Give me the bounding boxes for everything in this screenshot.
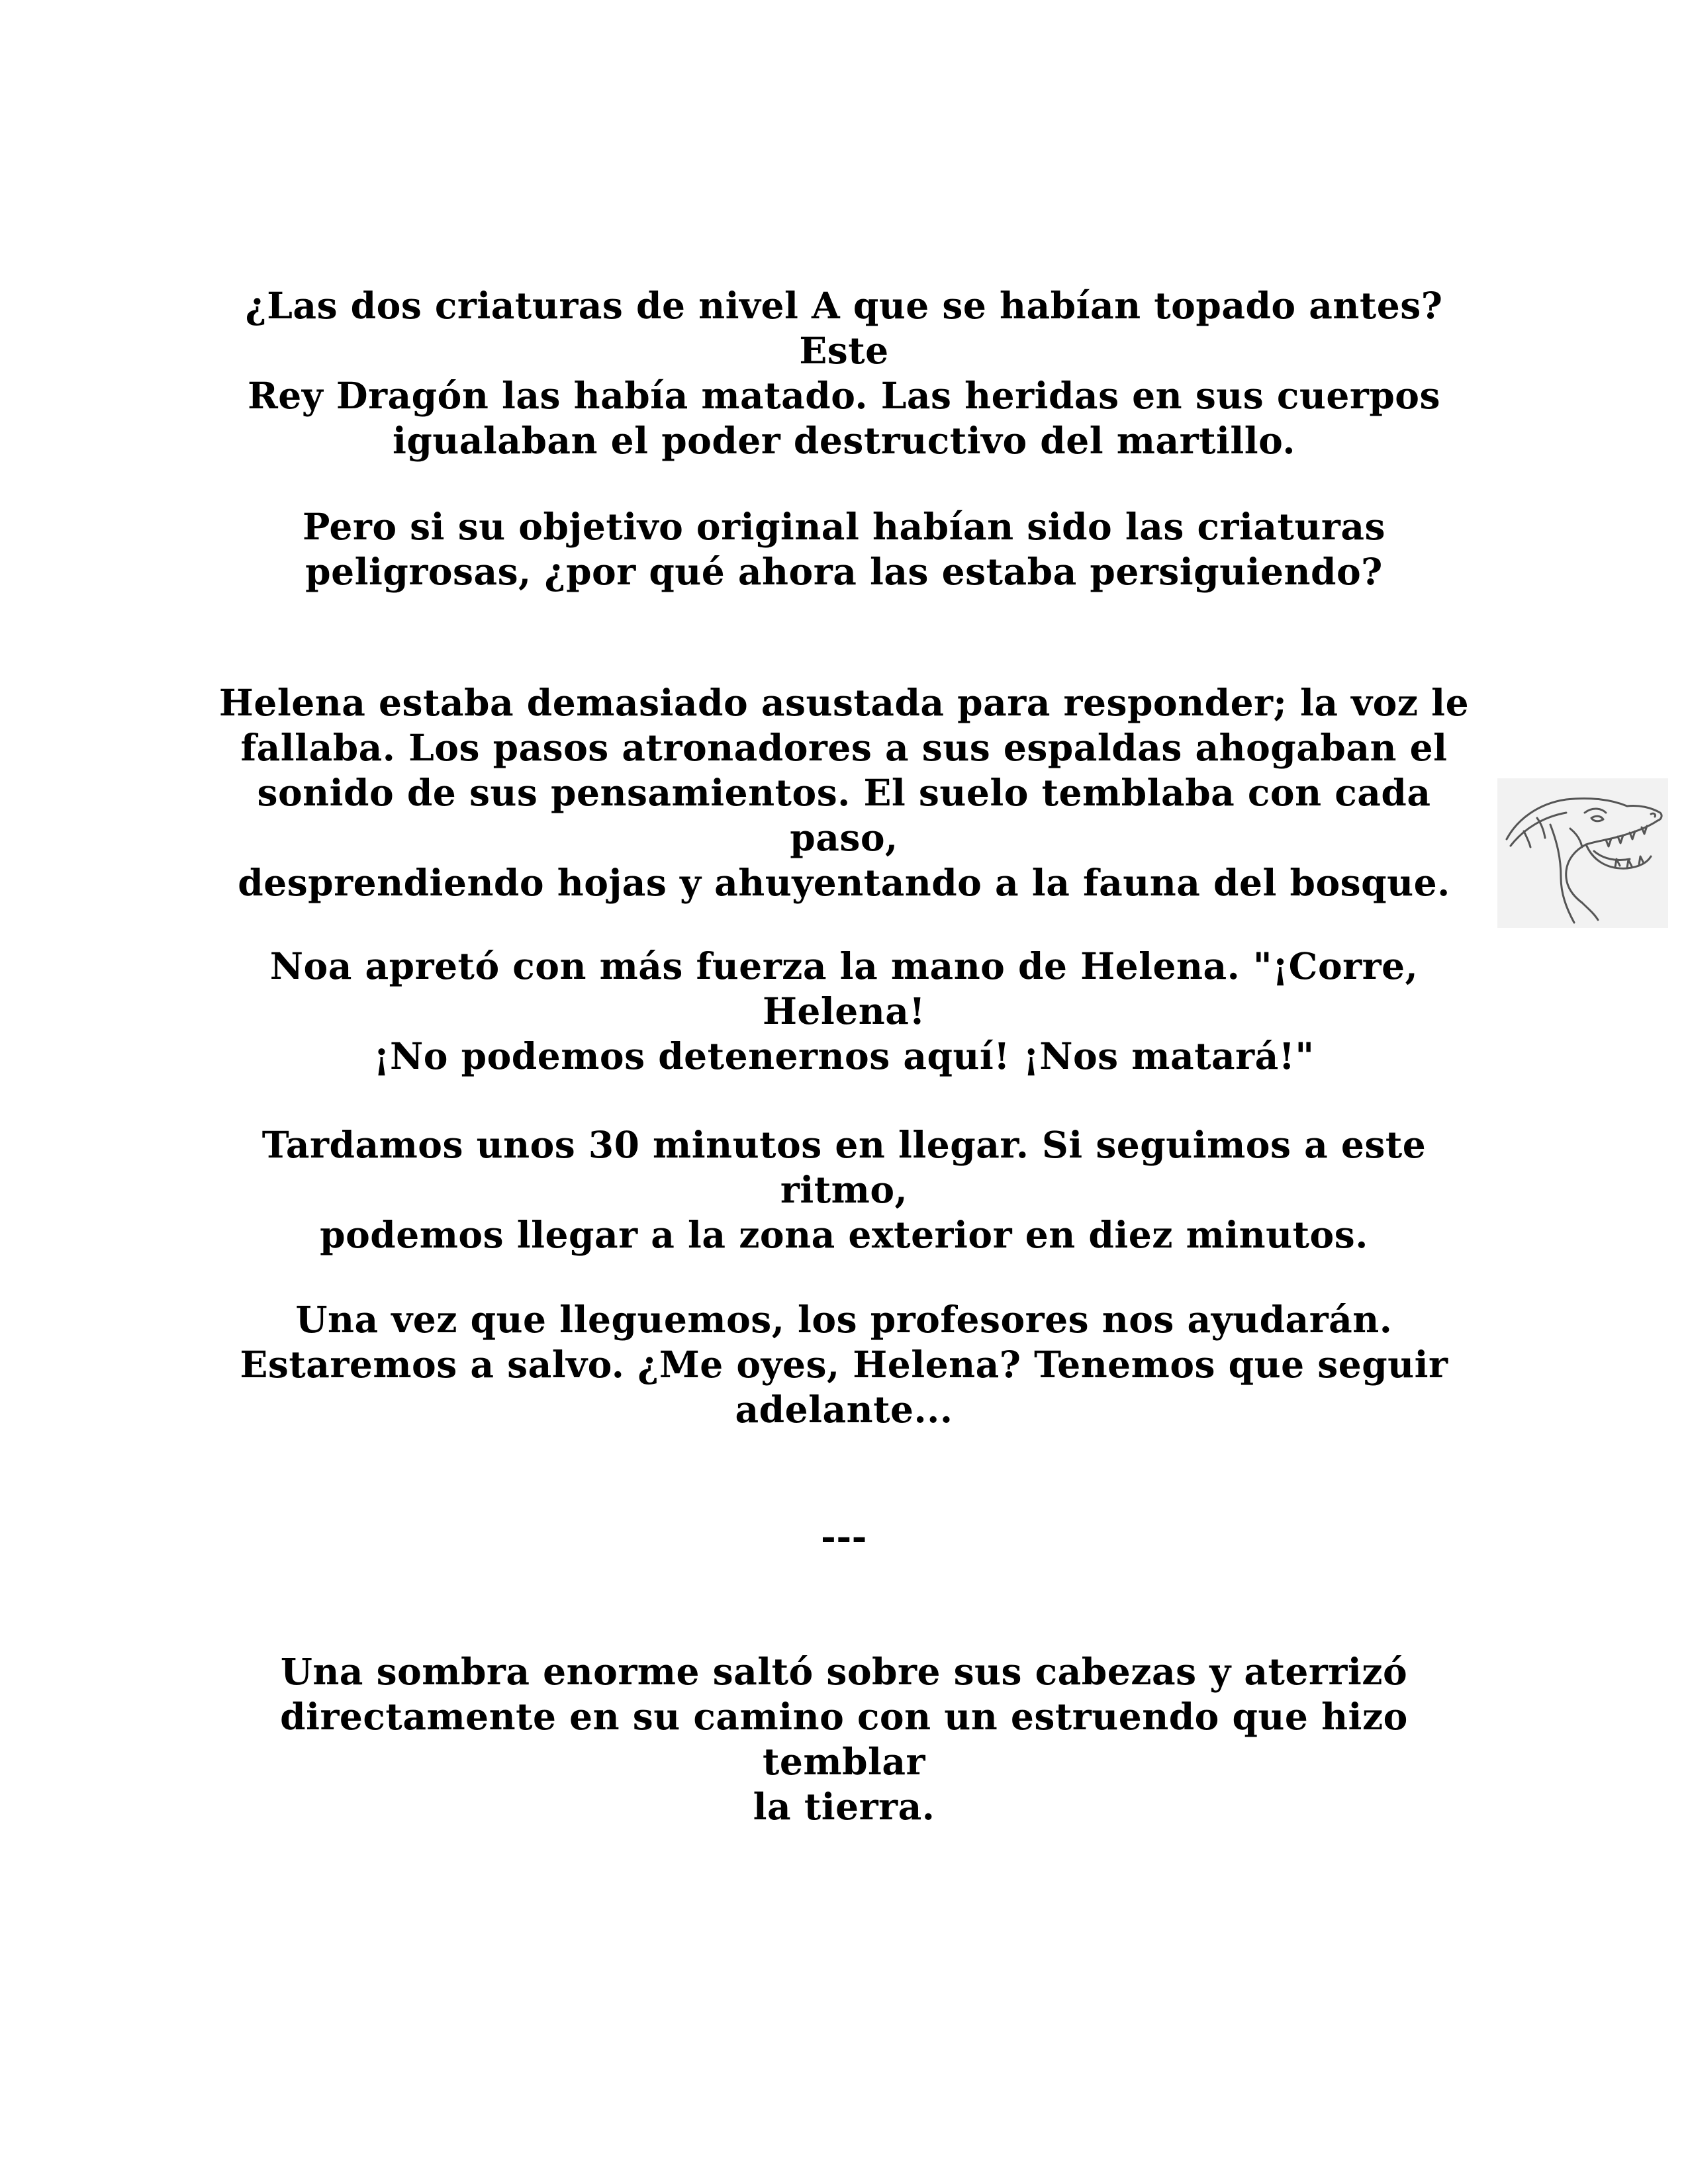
paragraph-4: Noa apretó con más fuerza la mano de Helena. "¡Corre, Helena! ¡No podemos detenernos aquí! ¡Nos matará!" xyxy=(269,944,1419,1077)
paragraph-6: Una vez que lleguemos, los profesores nos ayudarán. Estaremos a salvo. ¿Me oyes, Helena? Tenemos que seguir adelante... xyxy=(240,1298,1448,1431)
paragraph-7: Una sombra enorme saltó sobre sus cabezas y aterrizó directamente en su camino con un estruendo que hizo temblar la tierra. xyxy=(280,1650,1408,1828)
dinosaur-head-sketch-icon xyxy=(1497,778,1668,928)
paragraph-5: Tardamos unos 30 minutos en llegar. Si seguimos a este ritmo, podemos llegar a la zona exterior en diez minutos. xyxy=(261,1123,1427,1256)
section-separator: --- xyxy=(821,1515,867,1558)
paragraph-1: ¿Las dos criaturas de nivel A que se habían topado antes? Este Rey Dragón las había matado. Las heridas en sus cuerpos igualaban el poder destructivo del martillo. xyxy=(245,284,1443,462)
paragraph-2: Pero si su objetivo original habían sido las criaturas peligrosas, ¿por qué ahora las estaba persiguiendo? xyxy=(303,505,1385,593)
paragraph-3: Helena estaba demasiado asustada para responder; la voz le fallaba. Los pasos atronadores a sus espaldas ahogaban el sonido de sus pensamientos. El suelo temblaba con cada paso, desprendiendo hojas y ahuyentando a la fauna del bosque. xyxy=(218,681,1470,904)
